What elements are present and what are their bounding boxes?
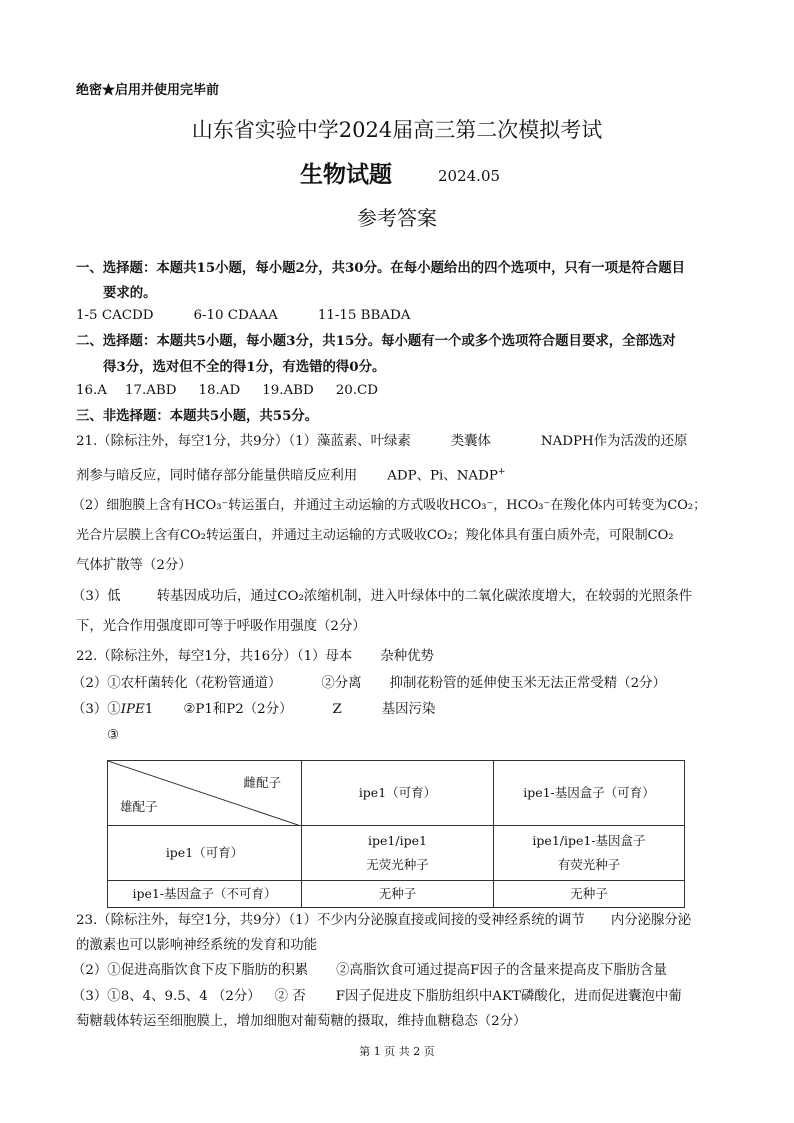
gene-name: IPE — [120, 702, 145, 717]
text: 内分泌腺分泌 — [610, 913, 692, 928]
table-cell: 无种子 — [302, 881, 494, 908]
text: 剂参与暗反应，同时储存部分能量供暗反应利用 — [76, 468, 358, 484]
answer-key-title: 参考答案 — [357, 206, 437, 230]
answer: 20.CD — [335, 383, 379, 398]
text: 基因污染 — [381, 702, 436, 717]
page-number: 第 1 页 共 2 页 — [359, 1045, 435, 1058]
text: 21.（除标注外，每空1分，共9分）（1）藻蓝素、叶绿素 — [76, 434, 411, 449]
genotype: ipe1/ipe1 — [368, 833, 427, 848]
table-row — [108, 881, 685, 908]
text: ② 否 — [274, 989, 306, 1004]
superscript: + — [497, 467, 506, 477]
q21-line: （2）细胞膜上含有HCO₃⁻转运蛋白，并通过主动运输的方式吸收HCO₃⁻，HCO₃⁻在羧化体内可转变为CO₂； — [72, 498, 707, 513]
text: 转基因成功后，通过CO₂浓缩机制，进入叶绿体中的二氧化碳浓度增大，在较弱的光照条件 — [156, 589, 693, 604]
text: ②分离 — [321, 676, 362, 691]
phenotype: 无荧光种子 — [366, 857, 429, 872]
table-cell — [494, 826, 685, 881]
confidential-label: 绝密★启用并使用完毕前 — [76, 83, 220, 98]
sec1-heading-cont: 要求的。 — [103, 285, 157, 301]
answer-group: 11-15 BBADA — [317, 308, 411, 323]
q23-line — [76, 912, 691, 930]
sec2-heading: 二、选择题：本题共5小题，每小题3分，共15分。每小题有一个或多个选项符合题目要求，全部选对 — [76, 333, 676, 349]
text: （3）低 — [72, 589, 121, 604]
exam-date: 2024.05 — [438, 167, 501, 185]
answer: 17.ABD — [124, 383, 177, 398]
q22-line — [76, 648, 434, 666]
q21-line: 气体扩散等（2分） — [76, 558, 192, 573]
genotype: ipe1/ipe1-基因盒子 — [532, 833, 646, 848]
text: 类囊体 — [450, 434, 491, 449]
text: （2）①农杆菌转化（花粉管通道） — [72, 676, 282, 691]
male-gamete-label: 雄配子 — [120, 799, 158, 814]
text: （3）① — [72, 702, 121, 717]
sec2-heading-cont: 得3分，选对但不全的得1分，有选错的得0分。 — [103, 359, 386, 375]
subject-title: 生物试题 — [300, 161, 392, 188]
text: NADPH作为活泼的还原 — [540, 434, 688, 449]
text: （2）①促进高脂饮食下皮下脂肪的积累 — [72, 963, 309, 978]
sec3-heading: 三、非选择题：本题共5小题，共55分。 — [76, 408, 319, 424]
table-corner — [108, 761, 302, 826]
q21-line — [72, 588, 692, 606]
q21-line — [76, 433, 687, 451]
q22-line — [72, 675, 666, 693]
q21-line: 下，光合作用强度即可等于呼吸作用强度（2分） — [76, 619, 366, 634]
female-gamete-label: 雌配子 — [243, 775, 281, 790]
text: ②高脂饮食可通过提高F因子的含量来提高皮下脂肪含量 — [336, 963, 667, 978]
q22-line — [72, 701, 435, 719]
answer: 16.A — [76, 383, 107, 398]
text: F因子促进皮下脂肪组织中AKT磷酸化，进而促进囊泡中葡 — [335, 989, 682, 1004]
q23-line — [72, 962, 667, 980]
gamete-table — [107, 760, 685, 908]
text: ②P1和P2（2分） — [183, 702, 293, 717]
column-header: ipe1（可育） — [302, 761, 494, 826]
answer: 18.AD — [198, 383, 241, 398]
text: Z — [332, 702, 342, 717]
q22-line: ③ — [107, 728, 120, 743]
table-row — [108, 826, 685, 881]
text: 1 — [144, 702, 154, 717]
row-header: ipe1（可育） — [108, 826, 302, 881]
answer-group: 1-5 CACDD — [76, 308, 154, 323]
sec1-answers — [76, 307, 410, 325]
text: 抑制花粉管的延伸使玉米无法正常受精（2分） — [389, 676, 666, 691]
q23-line: 的激素也可以影响神经系统的发育和功能 — [76, 938, 318, 953]
q21-line — [76, 463, 505, 485]
text: 23.（除标注外，每空1分，共9分）（1）不少内分泌腺直接或间接的受神经系统的调节 — [76, 913, 585, 928]
q23-line: 萄糖载体转运至细胞膜上，增加细胞对葡萄糖的摄取，维持血糖稳态（2分） — [76, 1014, 527, 1029]
sec2-answers — [76, 382, 378, 400]
text: 22.（除标注外，每空1分，共16分）（1）母本 — [76, 649, 353, 664]
q23-line — [72, 988, 682, 1006]
phenotype: 有荧光种子 — [557, 857, 621, 872]
table-cell — [302, 826, 494, 881]
exam-title: 山东省实验中学2024届高三第二次模拟考试 — [191, 118, 603, 142]
table-cell: 无种子 — [494, 881, 685, 908]
sec1-heading: 一、选择题：本题共15小题，每小题2分，共30分。在每小题给出的四个选项中，只有一项是符合题目 — [76, 260, 685, 276]
text: 杂种优势 — [380, 649, 434, 664]
answer-group: 6-10 CDAAA — [193, 308, 278, 323]
q21-line: 光合片层膜上含有CO₂转运蛋白，并通过主动运输的方式吸收CO₂；羧化体具有蛋白质外壳，可限制CO₂ — [76, 528, 674, 543]
column-header: ipe1-基因盒子（可育） — [494, 761, 685, 826]
text: ADP、Pi、NADP — [387, 468, 498, 484]
row-header: ipe1-基因盒子（不可育） — [108, 881, 302, 908]
text: （3）①8、4、9.5、4 （2分） — [72, 989, 261, 1004]
answer: 19.ABD — [262, 383, 314, 398]
